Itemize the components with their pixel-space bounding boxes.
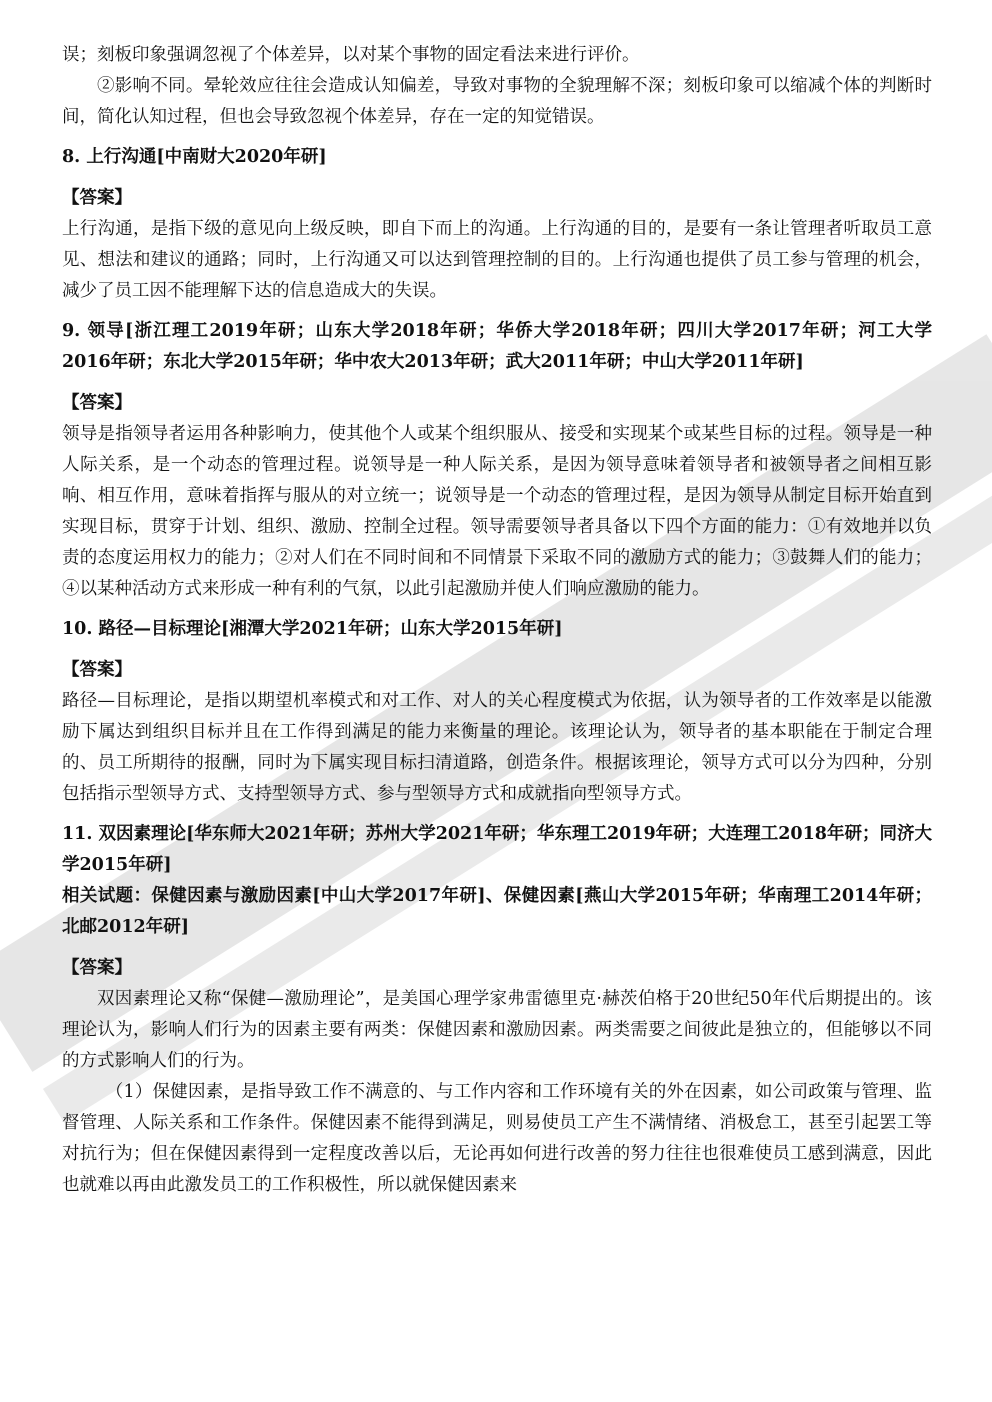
answer-label: 【答案】: [62, 958, 132, 978]
question-heading: 9. 领导[浙江理工2019年研；山东大学2018年研；华侨大学2018年研；四川大学2017年研；河工大学2016年研；东北大学2015年研；华中农大2013年研；武大2011年研；中山大学2011年研]: [62, 321, 932, 372]
question-heading: 10. 路径—目标理论[湘潭大学2021年研；山东大学2015年研]: [62, 619, 563, 639]
paragraph: 领导是指领导者运用各种影响力，使其他个人或某个组织服从、接受和实现某个或某些目标的过程。领导是一种人际关系，是一个动态的管理过程。说领导是一种人际关系，是因为领导意味着领导者和被领导者之间相互影响、相互作用，意味着指挥与服从的对立统一；说领导是一个动态的管理过程，是因为领导从制定目标开始直到实现目标，贯穿于计划、组织、激励、控制全过程。领导需要领导者具备以下四个方面的能力：①有效地并以负责的态度运用权力的能力；②对人们在不同时间和不同情景下采取不同的激励方式的能力；③鼓舞人们的能力；④以某种活动方式来形成一种有利的气氛，以此引起激励并使人们响应激励的能力。: [62, 424, 932, 599]
related-questions: 相关试题：保健因素与激励因素[中山大学2017年研]、保健因素[燕山大学2015年研；华南理工2014年研；北邮2012年研]: [62, 886, 932, 937]
question-heading: 11. 双因素理论[华东师大2021年研；苏州大学2021年研；华东理工2019年研；大连理工2018年研；同济大学2015年研]: [62, 824, 932, 875]
question-heading: 8. 上行沟通[中南财大2020年研]: [62, 147, 327, 167]
paragraph: 双因素理论又称“保健—激励理论”，是美国心理学家弗雷德里克·赫茨伯格于20世纪50年代后期提出的。该理论认为，影响人们行为的因素主要有两类：保健因素和激励因素。两类需要之间彼此是独立的，但能够以不同的方式影响人们的行为。: [62, 989, 932, 1071]
answer-label: 【答案】: [62, 393, 132, 413]
paragraph: （1）保健因素，是指导致工作不满意的、与工作内容和工作环境有关的外在因素，如公司政策与管理、监督管理、人际关系和工作条件。保健因素不能得到满足，则易使员工产生不满情绪、消极怠工，甚至引起罢工等对抗行为；但在保健因素得到一定程度改善以后，无论再如何进行改善的努力往往也很难使员工感到满意，因此也就难以再由此激发员工的工作积极性，所以就保健因素来: [62, 1082, 932, 1195]
paragraph: 误；刻板印象强调忽视了个体差异，以对某个事物的固定看法来进行评价。: [62, 45, 640, 65]
paragraph: 路径—目标理论，是指以期望机率模式和对工作、对人的关心程度模式为依据，认为领导者的工作效率是以能激励下属达到组织目标并且在工作得到满足的能力来衡量的理论。该理论认为，领导者的基本职能在于制定合理的、员工所期待的报酬，同时为下属实现目标扫清道路，创造条件。根据该理论，领导方式可以分为四种，分别包括指示型领导方式、支持型领导方式、参与型领导方式和成就指向型领导方式。: [62, 691, 932, 804]
answer-label: 【答案】: [62, 660, 132, 680]
paragraph: ②影响不同。晕轮效应往往会造成认知偏差，导致对事物的全貌理解不深；刻板印象可以缩减个体的判断时间，简化认知过程，但也会导致忽视个体差异，存在一定的知觉错误。: [62, 76, 932, 127]
paragraph: 上行沟通，是指下级的意见向上级反映，即自下而上的沟通。上行沟通的目的，是要有一条让管理者听取员工意见、想法和建议的通路；同时，上行沟通又可以达到管理控制的目的。上行沟通也提供了员工参与管理的机会，减少了员工因不能理解下达的信息造成大的失误。: [62, 219, 932, 301]
document-body: [62, 40, 932, 1201]
answer-label: 【答案】: [62, 188, 132, 208]
